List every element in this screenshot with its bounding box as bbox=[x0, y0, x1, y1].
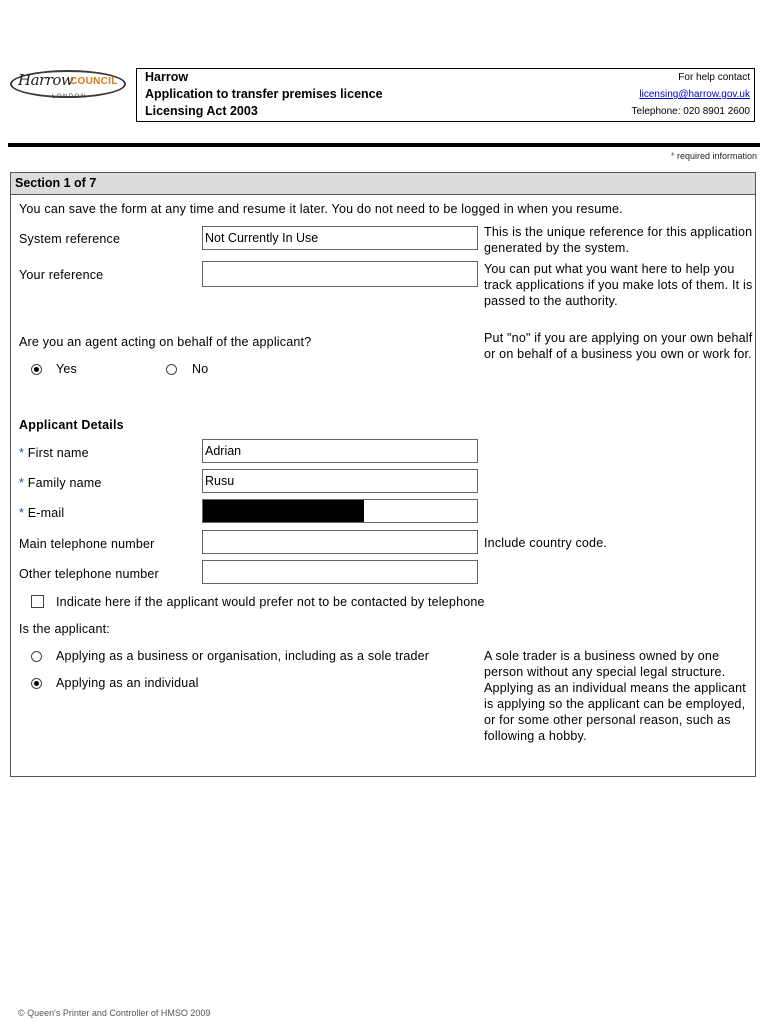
family-name-required-star: * bbox=[19, 476, 25, 490]
section-intro: You can save the form at any time and resume it later. You do not need to be logged in when you resume. bbox=[19, 202, 623, 216]
other-phone-label: Other telephone number bbox=[19, 567, 159, 581]
help-email-link[interactable]: licensing@harrow.gov.uk bbox=[639, 89, 750, 100]
email-required-star: * bbox=[19, 506, 25, 520]
section-title: Section 1 of 7 bbox=[15, 176, 97, 190]
required-info-note bbox=[671, 151, 757, 161]
first-name-required-star: * bbox=[19, 446, 25, 460]
email-label-text: E-mail bbox=[27, 506, 65, 520]
family-name-value: Rusu bbox=[205, 474, 235, 488]
main-phone-help: Include country code. bbox=[484, 536, 608, 550]
first-name-value: Adrian bbox=[205, 444, 242, 458]
applicant-business-radio[interactable] bbox=[31, 651, 42, 662]
form-header bbox=[136, 68, 755, 122]
system-reference-label: System reference bbox=[19, 232, 121, 246]
applicant-individual-label: Applying as an individual bbox=[56, 676, 199, 690]
your-reference-input[interactable] bbox=[202, 261, 478, 287]
email-label bbox=[19, 505, 64, 521]
family-name-label bbox=[19, 475, 102, 491]
logo-council-text: COUNCIL bbox=[70, 76, 118, 87]
no-contact-checkbox[interactable] bbox=[31, 595, 44, 608]
agent-no-label: No bbox=[192, 362, 209, 376]
email-redaction bbox=[203, 500, 364, 522]
main-phone-label: Main telephone number bbox=[19, 537, 155, 551]
section-1 bbox=[10, 172, 756, 777]
other-phone-input[interactable] bbox=[202, 560, 478, 584]
help-contact-label: For help contact bbox=[678, 72, 750, 83]
applicant-business-label: Applying as a business or organisation, including as a sole trader bbox=[56, 649, 430, 663]
header-title-1: Harrow bbox=[145, 70, 189, 84]
family-name-input[interactable] bbox=[202, 469, 478, 493]
system-reference-help: This is the unique reference for this application generated by the system. bbox=[484, 225, 753, 255]
your-reference-help: You can put what you want here to help you track applications if you make lots of them. It is passed to the authority. bbox=[484, 262, 753, 308]
copyright-footer: © Queen's Printer and Controller of HMSO 2009 bbox=[18, 1008, 211, 1018]
help-telephone: Telephone: 020 8901 2600 bbox=[631, 106, 750, 117]
email-input[interactable] bbox=[202, 499, 478, 523]
harrow-council-logo bbox=[8, 68, 132, 104]
main-phone-input[interactable] bbox=[202, 530, 478, 554]
your-reference-label: Your reference bbox=[19, 268, 104, 282]
first-name-input[interactable] bbox=[202, 439, 478, 463]
agent-no-radio[interactable] bbox=[166, 364, 177, 375]
agent-yes-label: Yes bbox=[56, 362, 77, 376]
required-info-text: required information bbox=[676, 151, 757, 161]
agent-yes-radio[interactable] bbox=[31, 364, 42, 375]
header-divider bbox=[8, 143, 760, 147]
header-title-2: Application to transfer premises licence bbox=[145, 87, 383, 101]
logo-london-text: LONDON bbox=[52, 94, 87, 100]
agent-question: Are you an agent acting on behalf of the applicant? bbox=[19, 335, 312, 349]
applicant-individual-radio[interactable] bbox=[31, 678, 42, 689]
applicant-type-question: Is the applicant: bbox=[19, 622, 110, 636]
logo-script-text: Harrow bbox=[18, 71, 74, 89]
family-name-label-text: Family name bbox=[27, 476, 102, 490]
applicant-details-heading: Applicant Details bbox=[19, 418, 124, 432]
system-reference-value: Not Currently In Use bbox=[205, 231, 319, 245]
first-name-label-text: First name bbox=[27, 446, 89, 460]
no-contact-label: Indicate here if the applicant would prefer not to be contacted by telephone bbox=[56, 595, 485, 609]
applicant-type-help: A sole trader is a business owned by one person without any special legal structure. Applying as an individual means the applicant is applying so the applicant can be employed, or for some other personal reason, such as following a hobby. bbox=[484, 649, 746, 743]
required-star: * bbox=[670, 151, 675, 161]
first-name-label bbox=[19, 445, 89, 461]
agent-help: Put "no" if you are applying on your own behalf or on behalf of a business you own or work for. bbox=[484, 331, 753, 361]
header-title-3: Licensing Act 2003 bbox=[145, 104, 258, 118]
system-reference-field bbox=[202, 226, 478, 250]
section-header bbox=[11, 173, 755, 195]
